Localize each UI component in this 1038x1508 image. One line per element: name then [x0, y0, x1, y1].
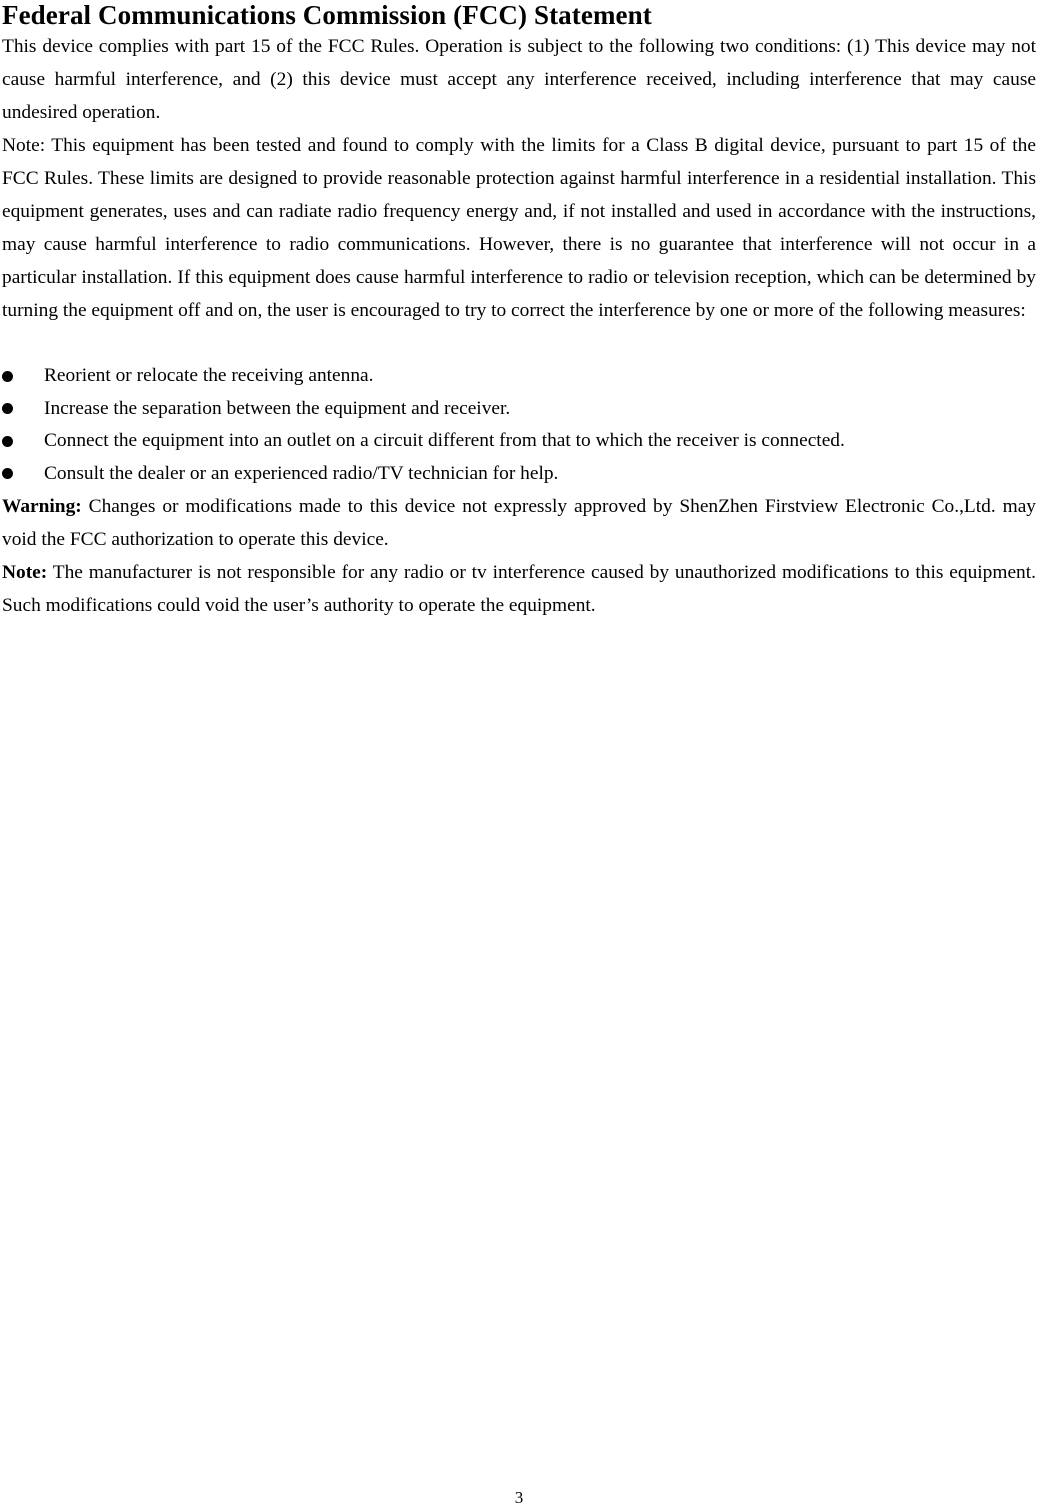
list-item-text: Connect the equipment into an outlet on a circuit different from that to which the receiver is connected. [44, 430, 845, 451]
list-item [2, 458, 1036, 491]
document-page [2, 0, 1036, 622]
list-item-text: Increase the separation between the equipment and receiver. [44, 397, 511, 419]
page-title: Federal Communications Commission (FCC) Statement [2, 0, 652, 30]
list-item [2, 393, 1036, 426]
warning-text: Changes or modifications made to this device not expressly approved by ShenZhen Firstview Electronic Co.,Ltd. may void the FCC authorization to operate this device. [2, 496, 1036, 550]
list-item [2, 360, 1036, 393]
list-item-text: Consult the dealer or an experienced radio/TV technician for help. [44, 462, 559, 484]
intro-paragraph: This device complies with part 15 of the FCC Rules. Operation is subject to the following two conditions: (1) This device may not cause harmful interference, and (2) this device must accept any interference received, including interference that may cause undesired operation. [2, 36, 1036, 123]
manufacturer-note-label: Note: [2, 562, 48, 583]
bullet-icon [2, 403, 13, 414]
list-item-text: Reorient or relocate the receiving antenna. [44, 365, 374, 386]
warning-paragraph [2, 490, 1036, 556]
page-number: 3 [514, 1488, 524, 1507]
bullet-icon [2, 468, 13, 479]
note-paragraph: Note: This equipment has been tested and found to comply with the limits for a Class B digital device, pursuant to part 15 of the FCC Rules. These limits are designed to provide reasonable protection against harmful interference in a residential installation. This equipment generates, uses and can radiate radio frequency energy and, if not installed and used in accordance with the instructions, may cause harmful interference to radio communications. However, there is no guarantee that interference will not occur in a particular installation. If this equipment does cause harmful interference to radio or television reception, which can be determined by turning the equipment off and on, the user is encouraged to try to correct the interference by one or more of the following measures: [2, 135, 1036, 321]
list-item [2, 425, 1036, 458]
manufacturer-note-paragraph [2, 556, 1036, 622]
bullet-icon [2, 371, 13, 382]
manufacturer-note-text: The manufacturer is not responsible for any radio or tv interference caused by unauthorized modifications to this equipment. Such modifications could void the user’s authority to operate the equipment. [2, 562, 1036, 616]
warning-label: Warning: [2, 496, 82, 517]
bullet-icon [2, 436, 13, 447]
measures-list [2, 360, 1036, 490]
